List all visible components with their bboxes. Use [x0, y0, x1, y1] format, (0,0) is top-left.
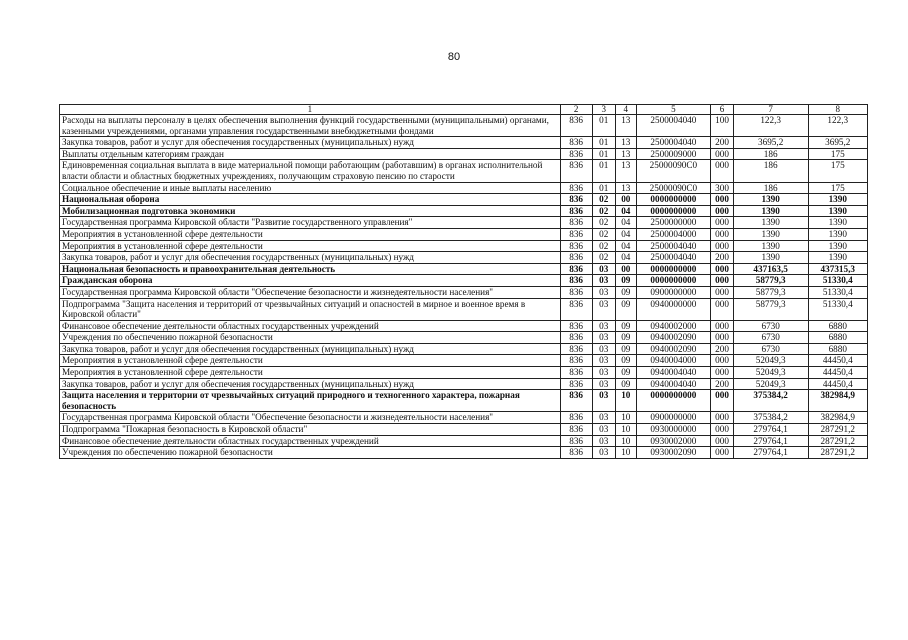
ministry-code: 836 — [560, 390, 592, 412]
amount-year-1: 375384,2 — [733, 412, 808, 424]
table-row — [60, 435, 868, 447]
ministry-code: 836 — [560, 355, 592, 367]
ministry-code: 836 — [560, 275, 592, 287]
section-code: 02 — [592, 252, 616, 264]
expense-type-code: 100 — [711, 115, 734, 137]
expense-type-code: 000 — [711, 332, 734, 344]
subsection-code: 13 — [616, 115, 636, 137]
ministry-code: 836 — [560, 332, 592, 344]
subsection-code: 09 — [616, 367, 636, 379]
item-name: Закупка товаров, работ и услуг для обеспечения государственных (муниципальных) нужд — [60, 343, 561, 355]
expense-type-code: 200 — [711, 252, 734, 264]
section-code: 02 — [592, 194, 616, 206]
subsection-code: 13 — [616, 137, 636, 149]
amount-year-2: 1390 — [808, 228, 867, 240]
expense-type-code: 000 — [711, 320, 734, 332]
table-row — [60, 390, 868, 412]
target-article-code: 0000000000 — [636, 275, 711, 287]
subsection-code: 10 — [616, 424, 636, 436]
expense-type-code: 200 — [711, 137, 734, 149]
expense-type-code: 000 — [711, 390, 734, 412]
column-header: 8 — [808, 105, 867, 115]
section-code: 03 — [592, 424, 616, 436]
target-article-code: 0000000000 — [636, 390, 711, 412]
subsection-code: 00 — [616, 263, 636, 275]
section-code: 03 — [592, 367, 616, 379]
amount-year-1: 1390 — [733, 252, 808, 264]
section-code: 03 — [592, 286, 616, 298]
target-article-code: 0900000000 — [636, 412, 711, 424]
amount-year-1: 6730 — [733, 320, 808, 332]
target-article-code: 2500004040 — [636, 137, 711, 149]
subsection-code: 04 — [616, 252, 636, 264]
expense-type-code: 000 — [711, 228, 734, 240]
item-name: Мероприятия в установленной сфере деятельности — [60, 355, 561, 367]
subsection-code: 13 — [616, 148, 636, 160]
item-name: Закупка товаров, работ и услуг для обеспечения государственных (муниципальных) нужд — [60, 137, 561, 149]
amount-year-2: 175 — [808, 148, 867, 160]
expense-type-code: 000 — [711, 424, 734, 436]
subsection-code: 04 — [616, 228, 636, 240]
item-name: Закупка товаров, работ и услуг для обеспечения государственных (муниципальных) нужд — [60, 378, 561, 390]
ministry-code: 836 — [560, 148, 592, 160]
amount-year-1: 1390 — [733, 205, 808, 217]
amount-year-2: 51330,4 — [808, 275, 867, 287]
amount-year-1: 58779,3 — [733, 298, 808, 320]
amount-year-2: 175 — [808, 182, 867, 194]
section-code: 03 — [592, 390, 616, 412]
section-code: 03 — [592, 355, 616, 367]
ministry-code: 836 — [560, 252, 592, 264]
expense-type-code: 200 — [711, 378, 734, 390]
amount-year-1: 3695,2 — [733, 137, 808, 149]
expense-type-code: 000 — [711, 355, 734, 367]
expense-type-code: 000 — [711, 194, 734, 206]
table-row — [60, 447, 868, 459]
subsection-code: 09 — [616, 355, 636, 367]
table-body — [60, 115, 868, 459]
expense-type-code: 000 — [711, 160, 734, 182]
expense-type-code: 000 — [711, 217, 734, 229]
subsection-code: 09 — [616, 343, 636, 355]
amount-year-2: 287291,2 — [808, 424, 867, 436]
expense-type-code: 300 — [711, 182, 734, 194]
subsection-code: 04 — [616, 205, 636, 217]
item-name: Учреждения по обеспечению пожарной безопасности — [60, 447, 561, 459]
ministry-code: 836 — [560, 435, 592, 447]
ministry-code: 836 — [560, 286, 592, 298]
amount-year-1: 437163,5 — [733, 263, 808, 275]
amount-year-1: 58779,3 — [733, 275, 808, 287]
subsection-code: 10 — [616, 412, 636, 424]
ministry-code: 836 — [560, 412, 592, 424]
table-row — [60, 137, 868, 149]
ministry-code: 836 — [560, 367, 592, 379]
expense-type-code: 000 — [711, 286, 734, 298]
subsection-code: 09 — [616, 298, 636, 320]
expense-type-code: 000 — [711, 148, 734, 160]
amount-year-2: 382984,9 — [808, 390, 867, 412]
subsection-code: 10 — [616, 390, 636, 412]
table-row — [60, 286, 868, 298]
table-row — [60, 240, 868, 252]
subsection-code: 13 — [616, 182, 636, 194]
item-name: Государственная программа Кировской области "Развитие государственного управления" — [60, 217, 561, 229]
column-header: 4 — [616, 105, 636, 115]
amount-year-2: 382984,9 — [808, 412, 867, 424]
expense-type-code: 000 — [711, 367, 734, 379]
amount-year-2: 437315,3 — [808, 263, 867, 275]
ministry-code: 836 — [560, 115, 592, 137]
target-article-code: 0940002000 — [636, 320, 711, 332]
item-name: Гражданская оборона — [60, 275, 561, 287]
item-name: Финансовое обеспечение деятельности областных государственных учреждений — [60, 320, 561, 332]
table-row — [60, 263, 868, 275]
ministry-code: 836 — [560, 343, 592, 355]
subsection-code: 13 — [616, 160, 636, 182]
expense-type-code: 000 — [711, 205, 734, 217]
amount-year-1: 1390 — [733, 217, 808, 229]
table-row — [60, 182, 868, 194]
subsection-code: 09 — [616, 320, 636, 332]
amount-year-2: 1390 — [808, 252, 867, 264]
section-code: 03 — [592, 320, 616, 332]
amount-year-1: 122,3 — [733, 115, 808, 137]
table-row — [60, 228, 868, 240]
amount-year-2: 1390 — [808, 194, 867, 206]
target-article-code: 0930002000 — [636, 435, 711, 447]
column-header: 1 — [60, 105, 561, 115]
amount-year-1: 52049,3 — [733, 367, 808, 379]
expense-type-code: 000 — [711, 435, 734, 447]
target-article-code: 0000000000 — [636, 194, 711, 206]
ministry-code: 836 — [560, 378, 592, 390]
expense-type-code: 000 — [711, 412, 734, 424]
amount-year-2: 3695,2 — [808, 137, 867, 149]
item-name: Подпрограмма "Защита населения и территорий от чрезвычайных ситуаций и опасностей в мирное и военное время в Кировской области" — [60, 298, 561, 320]
ministry-code: 836 — [560, 205, 592, 217]
subsection-code: 04 — [616, 217, 636, 229]
column-header: 3 — [592, 105, 616, 115]
table-row — [60, 424, 868, 436]
column-header: 2 — [560, 105, 592, 115]
amount-year-1: 6730 — [733, 332, 808, 344]
section-code: 01 — [592, 160, 616, 182]
table-row — [60, 160, 868, 182]
section-code: 03 — [592, 298, 616, 320]
amount-year-1: 375384,2 — [733, 390, 808, 412]
subsection-code: 00 — [616, 194, 636, 206]
amount-year-1: 1390 — [733, 228, 808, 240]
item-name: Закупка товаров, работ и услуг для обеспечения государственных (муниципальных) нужд — [60, 252, 561, 264]
expense-type-code: 000 — [711, 275, 734, 287]
amount-year-1: 186 — [733, 148, 808, 160]
ministry-code: 836 — [560, 320, 592, 332]
subsection-code: 10 — [616, 447, 636, 459]
item-name: Единовременная социальная выплата в виде материальной помощи работающим (работавшим) в органах исполнительной власти области и областных бюджетных учреждениях, получающим страховую пенсию по старости — [60, 160, 561, 182]
section-code: 03 — [592, 412, 616, 424]
item-name: Мероприятия в установленной сфере деятельности — [60, 367, 561, 379]
target-article-code: 0940004000 — [636, 355, 711, 367]
item-name: Социальное обеспечение и иные выплаты населению — [60, 182, 561, 194]
table-row — [60, 252, 868, 264]
section-code: 03 — [592, 275, 616, 287]
target-article-code: 2500004040 — [636, 252, 711, 264]
amount-year-2: 1390 — [808, 205, 867, 217]
amount-year-1: 52049,3 — [733, 378, 808, 390]
column-header: 6 — [711, 105, 734, 115]
amount-year-2: 44450,4 — [808, 355, 867, 367]
table-row — [60, 412, 868, 424]
ministry-code: 836 — [560, 182, 592, 194]
amount-year-2: 6880 — [808, 343, 867, 355]
target-article-code: 0900000000 — [636, 286, 711, 298]
table-row — [60, 217, 868, 229]
expense-type-code: 200 — [711, 343, 734, 355]
amount-year-1: 1390 — [733, 240, 808, 252]
table-row — [60, 148, 868, 160]
amount-year-2: 122,3 — [808, 115, 867, 137]
ministry-code: 836 — [560, 217, 592, 229]
item-name: Мероприятия в установленной сфере деятельности — [60, 228, 561, 240]
ministry-code: 836 — [560, 194, 592, 206]
target-article-code: 2500004040 — [636, 240, 711, 252]
table-row — [60, 298, 868, 320]
section-code: 03 — [592, 263, 616, 275]
expense-type-code: 000 — [711, 263, 734, 275]
section-code: 03 — [592, 343, 616, 355]
target-article-code: 2500000000 — [636, 217, 711, 229]
item-name: Выплаты отдельным категориям граждан — [60, 148, 561, 160]
target-article-code: 0940004040 — [636, 367, 711, 379]
target-article-code: 0930002090 — [636, 447, 711, 459]
target-article-code: 0940004040 — [636, 378, 711, 390]
amount-year-2: 6880 — [808, 320, 867, 332]
target-article-code: 2500004000 — [636, 228, 711, 240]
section-code: 02 — [592, 217, 616, 229]
item-name: Мобилизационная подготовка экономики — [60, 205, 561, 217]
table-row — [60, 194, 868, 206]
ministry-code: 836 — [560, 298, 592, 320]
section-code: 03 — [592, 435, 616, 447]
target-article-code: 25000090С0 — [636, 182, 711, 194]
section-code: 01 — [592, 115, 616, 137]
page-number: 80 — [447, 51, 461, 63]
table-row — [60, 205, 868, 217]
amount-year-2: 175 — [808, 160, 867, 182]
amount-year-1: 186 — [733, 182, 808, 194]
column-header: 7 — [733, 105, 808, 115]
target-article-code: 2500009000 — [636, 148, 711, 160]
table-row — [60, 115, 868, 137]
item-name: Мероприятия в установленной сфере деятельности — [60, 240, 561, 252]
subsection-code: 09 — [616, 332, 636, 344]
table-row — [60, 320, 868, 332]
amount-year-2: 1390 — [808, 240, 867, 252]
table-row — [60, 332, 868, 344]
amount-year-1: 52049,3 — [733, 355, 808, 367]
item-name: Учреждения по обеспечению пожарной безопасности — [60, 332, 561, 344]
ministry-code: 836 — [560, 160, 592, 182]
amount-year-2: 51330,4 — [808, 286, 867, 298]
item-name: Финансовое обеспечение деятельности областных государственных учреждений — [60, 435, 561, 447]
target-article-code: 0000000000 — [636, 263, 711, 275]
column-header: 5 — [636, 105, 711, 115]
amount-year-1: 279764,1 — [733, 447, 808, 459]
amount-year-2: 6880 — [808, 332, 867, 344]
expense-type-code: 000 — [711, 298, 734, 320]
section-code: 02 — [592, 240, 616, 252]
amount-year-2: 287291,2 — [808, 435, 867, 447]
amount-year-1: 1390 — [733, 194, 808, 206]
table-row — [60, 378, 868, 390]
target-article-code: 0000000000 — [636, 205, 711, 217]
amount-year-2: 51330,4 — [808, 298, 867, 320]
target-article-code: 0940000000 — [636, 298, 711, 320]
ministry-code: 836 — [560, 447, 592, 459]
subsection-code: 09 — [616, 275, 636, 287]
target-article-code: 25000090С0 — [636, 160, 711, 182]
table-row — [60, 367, 868, 379]
amount-year-1: 6730 — [733, 343, 808, 355]
amount-year-1: 279764,1 — [733, 435, 808, 447]
expense-type-code: 000 — [711, 447, 734, 459]
item-name: Национальная безопасность и правоохранительная деятельность — [60, 263, 561, 275]
item-name: Подпрограмма "Пожарная безопасность в Кировской области" — [60, 424, 561, 436]
target-article-code: 0940002090 — [636, 332, 711, 344]
amount-year-2: 287291,2 — [808, 447, 867, 459]
target-article-code: 2500004040 — [636, 115, 711, 137]
amount-year-2: 1390 — [808, 217, 867, 229]
ministry-code: 836 — [560, 228, 592, 240]
subsection-code: 09 — [616, 378, 636, 390]
table-row — [60, 275, 868, 287]
subsection-code: 04 — [616, 240, 636, 252]
target-article-code: 0940002090 — [636, 343, 711, 355]
section-code: 03 — [592, 378, 616, 390]
item-name: Национальная оборона — [60, 194, 561, 206]
expense-type-code: 000 — [711, 240, 734, 252]
amount-year-2: 44450,4 — [808, 378, 867, 390]
item-name: Государственная программа Кировской области "Обеспечение безопасности и жизнедеятельности населения" — [60, 286, 561, 298]
section-code: 01 — [592, 137, 616, 149]
amount-year-2: 44450,4 — [808, 367, 867, 379]
item-name: Расходы на выплаты персоналу в целях обеспечения выполнения функций государственными (муниципальными) органами, казенными учреждениями, органами управления государственными внебюджетными фондами — [60, 115, 561, 137]
table-row — [60, 343, 868, 355]
ministry-code: 836 — [560, 240, 592, 252]
budget-table — [59, 104, 868, 459]
section-code: 03 — [592, 332, 616, 344]
subsection-code: 10 — [616, 435, 636, 447]
amount-year-1: 186 — [733, 160, 808, 182]
ministry-code: 836 — [560, 424, 592, 436]
amount-year-1: 58779,3 — [733, 286, 808, 298]
item-name: Защита населения и территории от чрезвычайных ситуаций природного и техногенного характера, пожарная безопасность — [60, 390, 561, 412]
ministry-code: 836 — [560, 263, 592, 275]
table-header-row — [60, 105, 868, 115]
table-row — [60, 355, 868, 367]
amount-year-1: 279764,1 — [733, 424, 808, 436]
section-code: 03 — [592, 447, 616, 459]
item-name: Государственная программа Кировской области "Обеспечение безопасности и жизнедеятельности населения" — [60, 412, 561, 424]
ministry-code: 836 — [560, 137, 592, 149]
subsection-code: 09 — [616, 286, 636, 298]
section-code: 01 — [592, 182, 616, 194]
target-article-code: 0930000000 — [636, 424, 711, 436]
section-code: 01 — [592, 148, 616, 160]
section-code: 02 — [592, 205, 616, 217]
section-code: 02 — [592, 228, 616, 240]
